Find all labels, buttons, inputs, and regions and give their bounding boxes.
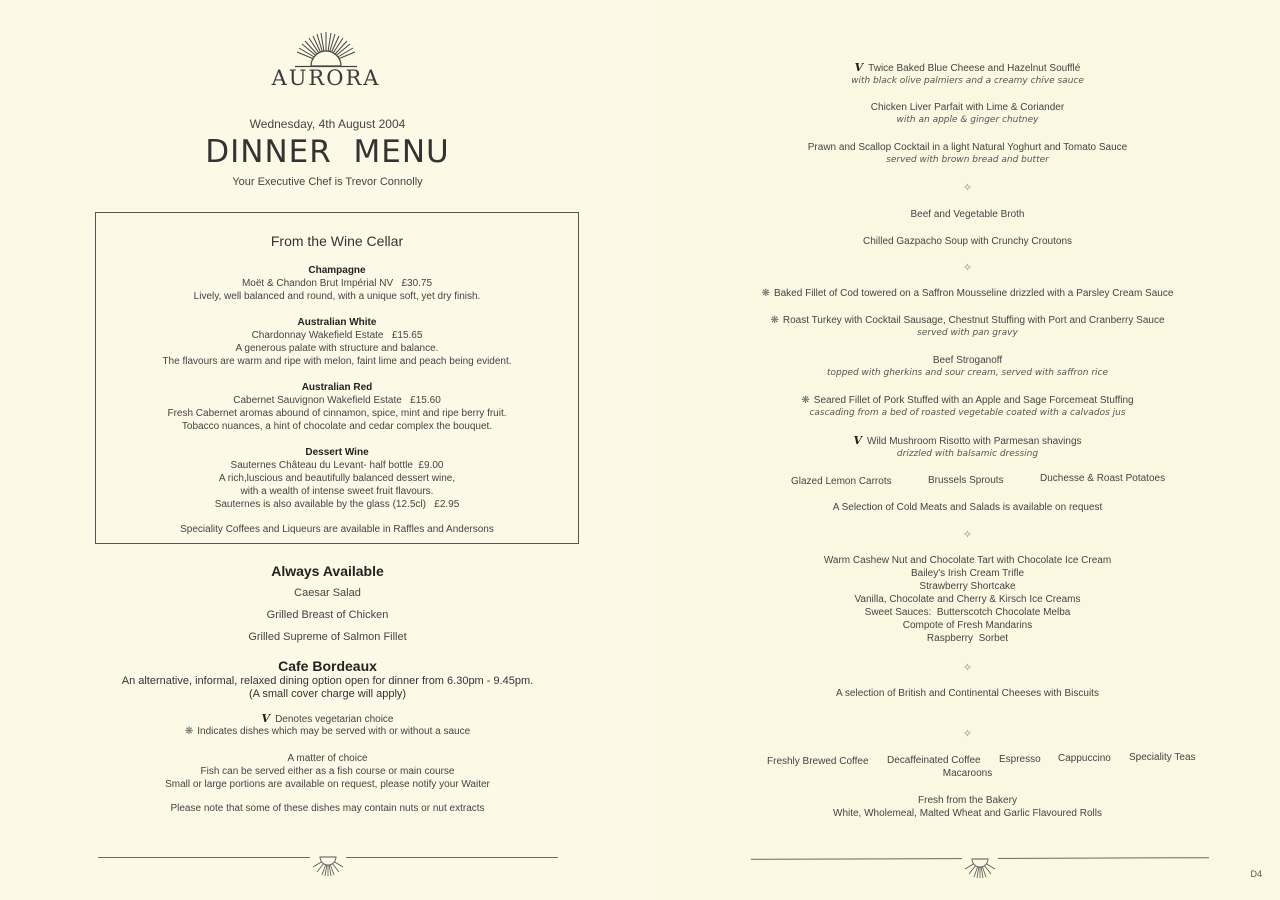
coffee-item: Espresso — [999, 754, 1041, 765]
dessert-list — [655, 554, 1280, 645]
dish-name: Chicken Liver Parfait with Lime & Coriander — [870, 102, 1065, 113]
menu-item-starter — [655, 101, 1280, 127]
menu-item-soup: Beef and Vegetable Broth — [910, 209, 1025, 220]
wine-line: with a wealth of intense sweet fruit flavours. — [240, 486, 434, 497]
cafe-bordeaux-line: An alternative, informal, relaxed dining option open for dinner from 6.30pm - 9.45pm. — [121, 675, 534, 687]
wine-line: A rich,luscious and beautifully balanced dessert wine, — [218, 473, 456, 484]
dessert-item: Vanilla, Chocolate and Cherry & Kirsch Ice Creams — [854, 594, 1081, 605]
page-code: D4 — [1250, 869, 1262, 879]
choice-line: Small or large portions are available on request, please notify your Waiter — [165, 779, 490, 790]
dish-name: Beef Stroganoff — [932, 355, 1003, 366]
always-available-item: Grilled Supreme of Salmon Fillet — [248, 631, 407, 643]
dish-name: Roast Turkey with Cocktail Sausage, Chestnut Stuffing with Port and Cranberry Sauce — [782, 315, 1165, 326]
dessert-item: Compote of Fresh Mandarins — [902, 620, 1033, 631]
diamond-divider-icon: ✧ — [962, 182, 973, 194]
choice-note — [0, 752, 655, 791]
wine-line: A generous palate with structure and balance. — [235, 343, 439, 354]
dessert-item: Warm Cashew Nut and Chocolate Tart with Chocolate Ice Cream — [823, 555, 1112, 566]
cafe-bordeaux-line: (A small cover charge will apply) — [248, 688, 407, 700]
dish-name: Wild Mushroom Risotto with Parmesan shavings — [867, 436, 1082, 447]
dish-description: served with brown bread and butter — [886, 155, 1049, 165]
bakery-section — [655, 794, 1280, 820]
menu-item-main — [655, 434, 1280, 461]
sunburst-icon — [291, 28, 361, 68]
dish-description: with an apple & ginger chutney — [896, 115, 1039, 125]
wine-line: Lively, well balanced and round, with a unique soft, yet dry finish. — [193, 291, 481, 302]
cheese-item: A selection of British and Continental Cheeses with Biscuits — [836, 688, 1099, 699]
wine-line: Tobacco nuances, a hint of chocolate and cedar complex the bouquet. — [181, 421, 493, 432]
wine-line: Moët & Chandon Brut Impérial NV £30.75 — [241, 278, 433, 289]
cold-meats-note: A Selection of Cold Meats and Salads is available on request — [832, 502, 1103, 513]
wine-line: The flavours are warm and ripe with melon, faint lime and peach being evident. — [162, 356, 512, 367]
sauce-icon: ❋ — [770, 315, 779, 326]
dish-description: drizzled with balsamic dressing — [896, 449, 1039, 459]
coffee-item: Cappuccino — [1058, 753, 1111, 764]
sauce-icon: ❋ — [761, 288, 770, 299]
sunburst-icon — [962, 852, 998, 880]
dessert-item: Raspberry Sorbet — [926, 633, 1009, 644]
always-available-item: Caesar Salad — [294, 587, 361, 599]
vegetable-item: Duchesse & Roast Potatoes — [1040, 473, 1166, 484]
menu-item-starter — [655, 141, 1280, 167]
wine-line: Cabernet Sauvignon Wakefield Estate £15.60 — [233, 395, 441, 406]
menu-item-main — [655, 394, 1280, 420]
cafe-bordeaux-text — [0, 675, 655, 701]
diamond-divider-icon: ✧ — [962, 262, 973, 274]
sauce-icon: ❋ — [801, 395, 810, 406]
vegetarian-icon: V — [261, 712, 271, 725]
wine-cellar-box — [95, 212, 579, 544]
coffee-item: Speciality Teas — [1129, 752, 1196, 763]
dish-name: Prawn and Scallop Cocktail in a light Natural Yoghurt and Tomato Sauce — [807, 142, 1128, 153]
vegetable-item: Glazed Lemon Carrots — [791, 476, 892, 487]
dish-description: cascading from a bed of roasted vegetable coated with a calvados jus — [809, 408, 1126, 418]
menu-item-main — [655, 287, 1280, 300]
menu-item-soup: Chilled Gazpacho Soup with Crunchy Croutons — [863, 236, 1072, 247]
diamond-divider-icon: ✧ — [962, 728, 973, 740]
wine-line: Sauternes Château du Levant- half bottle £9.00 — [230, 460, 444, 471]
sunburst-icon — [310, 850, 346, 878]
chef-line: Your Executive Chef is Trevor Connolly — [232, 176, 423, 188]
wine-section-heading: Dessert Wine — [305, 447, 369, 458]
bakery-text: White, Wholemeal, Malted Wheat and Garlic Flavoured Rolls — [833, 808, 1102, 819]
wine-footer: Speciality Coffees and Liqueurs are available in Raffles and Andersons — [180, 524, 494, 535]
diamond-divider-icon: ✧ — [962, 662, 973, 674]
dish-name: Baked Fillet of Cod towered on a Saffron Mousseline drizzled with a Parsley Cream Sauce — [773, 288, 1174, 299]
diamond-divider-icon: ✧ — [962, 529, 973, 541]
macaroons-item: Macaroons — [942, 768, 993, 779]
dish-description: with black olive palmiers and a creamy chive sauce — [851, 76, 1084, 86]
menu-item-starter — [655, 61, 1280, 88]
wine-line: Chardonnay Wakefield Estate £15.65 — [251, 330, 423, 341]
page-title: DINNER MENU — [205, 134, 450, 170]
vegetarian-legend-text: Denotes vegetarian choice — [275, 714, 394, 725]
always-available-title: Always Available — [271, 563, 384, 579]
aurora-logo — [270, 28, 382, 90]
wine-section-dessert-wine — [96, 446, 578, 511]
choice-line: A matter of choice — [287, 753, 368, 764]
sauce-legend-text: Indicates dishes which may be served with or without a sauce — [197, 726, 471, 737]
dish-description: topped with gherkins and sour cream, served with saffron rice — [826, 368, 1109, 378]
vegetarian-icon: V — [853, 434, 862, 447]
dish-description: served with pan gravy — [917, 328, 1018, 338]
always-available-item: Grilled Breast of Chicken — [266, 609, 389, 621]
vegetable-item: Brussels Sprouts — [928, 475, 1004, 486]
dish-name: Twice Baked Blue Cheese and Hazelnut Soufflé — [868, 63, 1081, 74]
sauce-icon: ❋ — [184, 726, 194, 737]
wine-heading: From the Wine Cellar — [270, 233, 404, 249]
wine-section-australian-white — [96, 316, 578, 368]
menu-item-main — [655, 314, 1280, 340]
right-page — [655, 0, 1280, 900]
wine-section-heading: Australian White — [297, 317, 377, 328]
dish-name: Seared Fillet of Pork Stuffed with an Apple and Sage Forcemeat Stuffing — [813, 395, 1134, 406]
vegetarian-icon: V — [854, 61, 864, 74]
dessert-item: Sweet Sauces: Butterscotch Chocolate Melba — [864, 607, 1071, 618]
menu-item-main — [655, 354, 1280, 380]
wine-section-heading: Australian Red — [301, 382, 373, 393]
dessert-item: Bailey's Irish Cream Trifle — [910, 568, 1025, 579]
nuts-note: Please note that some of these dishes may contain nuts or nut extracts — [170, 803, 485, 814]
coffee-item: Freshly Brewed Coffee — [767, 756, 869, 767]
choice-line: Fish can be served either as a fish course or main course — [200, 766, 455, 777]
bakery-title: Fresh from the Bakery — [918, 795, 1017, 806]
wine-line: Sauternes is also available by the glass (12.5cl) £2.95 — [214, 499, 460, 510]
cafe-bordeaux-title: Cafe Bordeaux — [278, 658, 377, 674]
wine-section-australian-red — [96, 381, 578, 433]
vegetarian-legend — [0, 712, 655, 725]
wine-line: Fresh Cabernet aromas abound of cinnamon, spice, mint and ripe berry fruit. — [167, 408, 507, 419]
coffee-item: Decaffeinated Coffee — [887, 755, 981, 766]
wine-section-champagne — [96, 264, 578, 303]
dessert-item: Strawberry Shortcake — [919, 581, 1016, 592]
menu-date: Wednesday, 4th August 2004 — [249, 117, 406, 131]
logo-text: AURORA — [271, 66, 381, 90]
sauce-legend — [0, 726, 655, 737]
wine-section-heading: Champagne — [308, 265, 366, 276]
